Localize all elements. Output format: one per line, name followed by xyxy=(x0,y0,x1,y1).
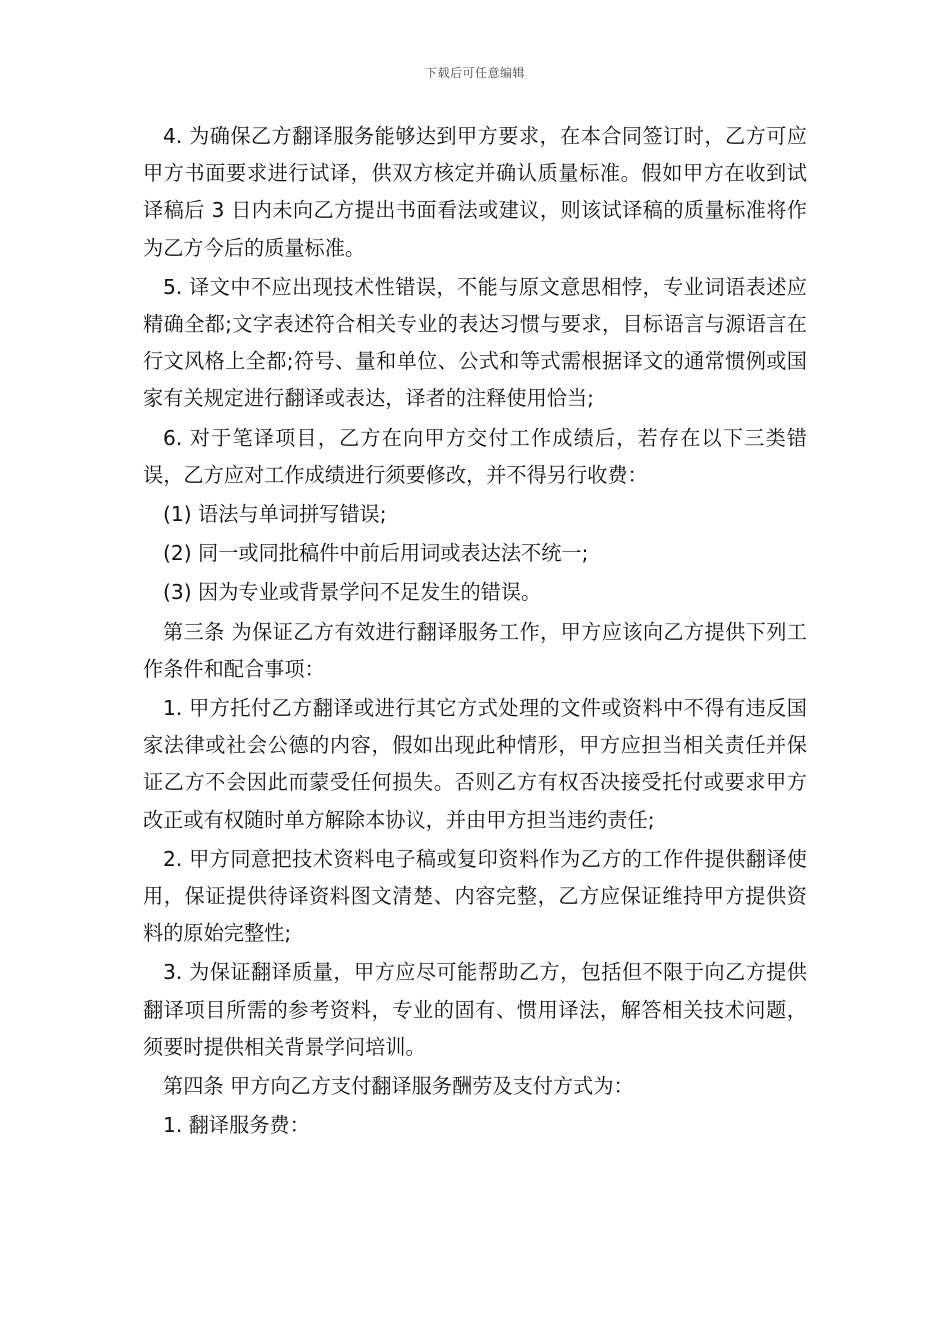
article-3-item-3: 3. 为保证翻译质量，甲方应尽可能帮助乙方，包括但不限于向乙方提供翻译项目所需的参考资料，专业的固有、惯用译法，解答相关技术问题，须要时提供相关背景学问培训。 xyxy=(143,960,807,1059)
page-header: 下载后可任意编辑 xyxy=(424,66,525,80)
clause-4-quality-trial: 4. 为确保乙方翻译服务能够达到甲方要求，在本合同签订时，乙方可应甲方书面要求进行试译，供双方核定并确认质量标准。假如甲方在收到试译稿后 3 日内未向乙方提出书面看法或建议，则该试译稿的质量标准将作为乙方今后的质量标准。 xyxy=(143,124,807,260)
error-item-2: (2) 同一或同批稿件中前后用词或表达法不统一; xyxy=(163,541,589,566)
article-4-heading: 第四条 甲方向乙方支付翻译服务酬劳及支付方式为： xyxy=(163,1074,634,1099)
article-3-item-2: 2. 甲方同意把技术资料电子稿或复印资料作为乙方的工作件提供翻译使用，保证提供待译资料图文清楚、内容完整，乙方应保证维持甲方提供资料的原始完整性; xyxy=(143,846,807,946)
clause-5-translation-accuracy: 5. 译文中不应出现技术性错误，不能与原文意思相悖，专业词语表述应精确全都;文字表述符合相关专业的表达习惯与要求，目标语言与源语言在行文风格上全都;符号、量和单位、公式和等式需根据译文的通常惯例或国家有关规定进行翻译或表达，译者的注释使用恰当; xyxy=(143,274,807,411)
clause-6-error-correction: 6. 对于笔译项目，乙方在向甲方交付工作成绩后，若存在以下三类错误，乙方应对工作成绩进行须要修改，并不得另行收费： xyxy=(143,425,807,487)
error-item-3: (3) 因为专业或背景学问不足发生的错误。 xyxy=(163,580,542,605)
article-3-item-1: 1. 甲方托付乙方翻译或进行其它方式处理的文件或资料中不得有违反国家法律或社会公德的内容，假如出现此种情形，甲方应担当相关责任并保证乙方不会因此而蒙受任何损失。否则乙方有权否决接受托付或要求甲方改正或有权随时单方解除本协议，并由甲方担当违约责任; xyxy=(143,696,807,832)
article-4-item-1: 1. 翻译服务费： xyxy=(163,1113,310,1138)
error-item-1: (1) 语法与单词拼写错误; xyxy=(163,502,387,527)
article-3-heading: 第三条 为保证乙方有效进行翻译服务工作，甲方应该向乙方提供下列工作条件和配合事项： xyxy=(143,619,807,681)
document-body xyxy=(143,118,807,1146)
